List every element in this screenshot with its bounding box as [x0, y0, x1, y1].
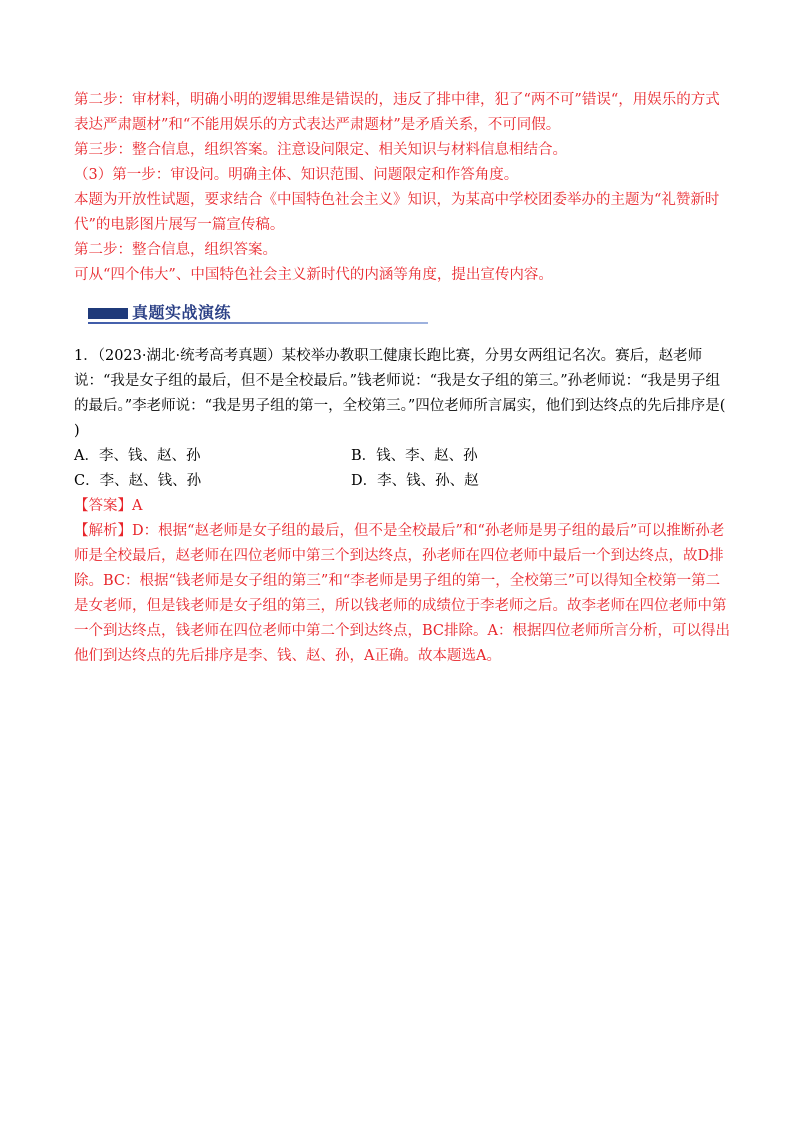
- answer: 【答案】A: [74, 498, 143, 514]
- section-title: 真题实战演练: [132, 303, 232, 322]
- option-a: A．李、钱、赵、孙: [74, 448, 201, 464]
- option-c: C．李、赵、钱、孙: [74, 473, 202, 489]
- intro-step2-material: 第二步：审材料，明确小明的逻辑思维是错误的，违反了排中律，犯了“两不可”错误“，用娱乐的方式表达严肃题材”和“不能用娱乐的方式表达严肃题材”是矛盾关系，不可同假。: [74, 92, 720, 133]
- banner-bar: [88, 308, 128, 319]
- intro-open-question: 本题为开放性试题，要求结合《中国特色社会主义》知识，为某高中学校团委举办的主题为“礼赞新时代”的电影图片展写一篇宣传稿。: [74, 192, 720, 233]
- question-stem: 1．（2023·湖北·统考高考真题）某校举办教职工健康长跑比赛，分男女两组记名次。赛后，赵老师说：“我是女子组的最后，但不是全校最后。”钱老师说：“我是女子组的第三。”孙老师说：“我是男子组的最后。”李老师说：“我是男子组的第一，全校第三。”四位老师所言属实，他们到达终点的先后排序是( ): [74, 348, 755, 439]
- intro-step2-organize: 第二步：整合信息，组织答案。: [74, 242, 277, 258]
- banner-underline: [88, 322, 428, 324]
- intro-q3-step1: （3）第一步：审设问。明确主体、知识范围、问题限定和作答角度。: [74, 167, 519, 183]
- intro-step3-organize: 第三步：整合信息，组织答案。注意设问限定、相关知识与材料信息相结合。: [74, 142, 567, 158]
- document-page: [74, 88, 755, 669]
- section-banner: [88, 294, 734, 330]
- question-options: [74, 444, 734, 494]
- analysis: 【解析】D：根据“赵老师是女子组的最后，但不是全校最后”和“孙老师是男子组的最后”可以推断孙老师是全校最后，赵老师在四位老师中第三个到达终点，孙老师在四位老师中最后一个到达终点，故D排除。BC：根据“钱老师是女子组的第三”和“李老师是男子组的第一，全校第三”可以得知全校第一第二是女老师，但是钱老师是女子组的第三，所以钱老师的成绩位于李老师之后。故李老师在四位老师中第一个到达终点，钱老师在四位老师中第二个到达终点，BC排除。A：根据四位老师所言分析，可以得出他们到达终点的先后排序是李、钱、赵、孙，A正确。故本题选A。: [74, 523, 730, 664]
- intro-content-hint: 可从“四个伟大”、中国特色社会主义新时代的内涵等角度，提出宣传内容。: [74, 267, 553, 283]
- option-d: D．李、钱、孙、赵: [351, 473, 479, 489]
- option-b: B．钱、李、赵、孙: [351, 448, 478, 464]
